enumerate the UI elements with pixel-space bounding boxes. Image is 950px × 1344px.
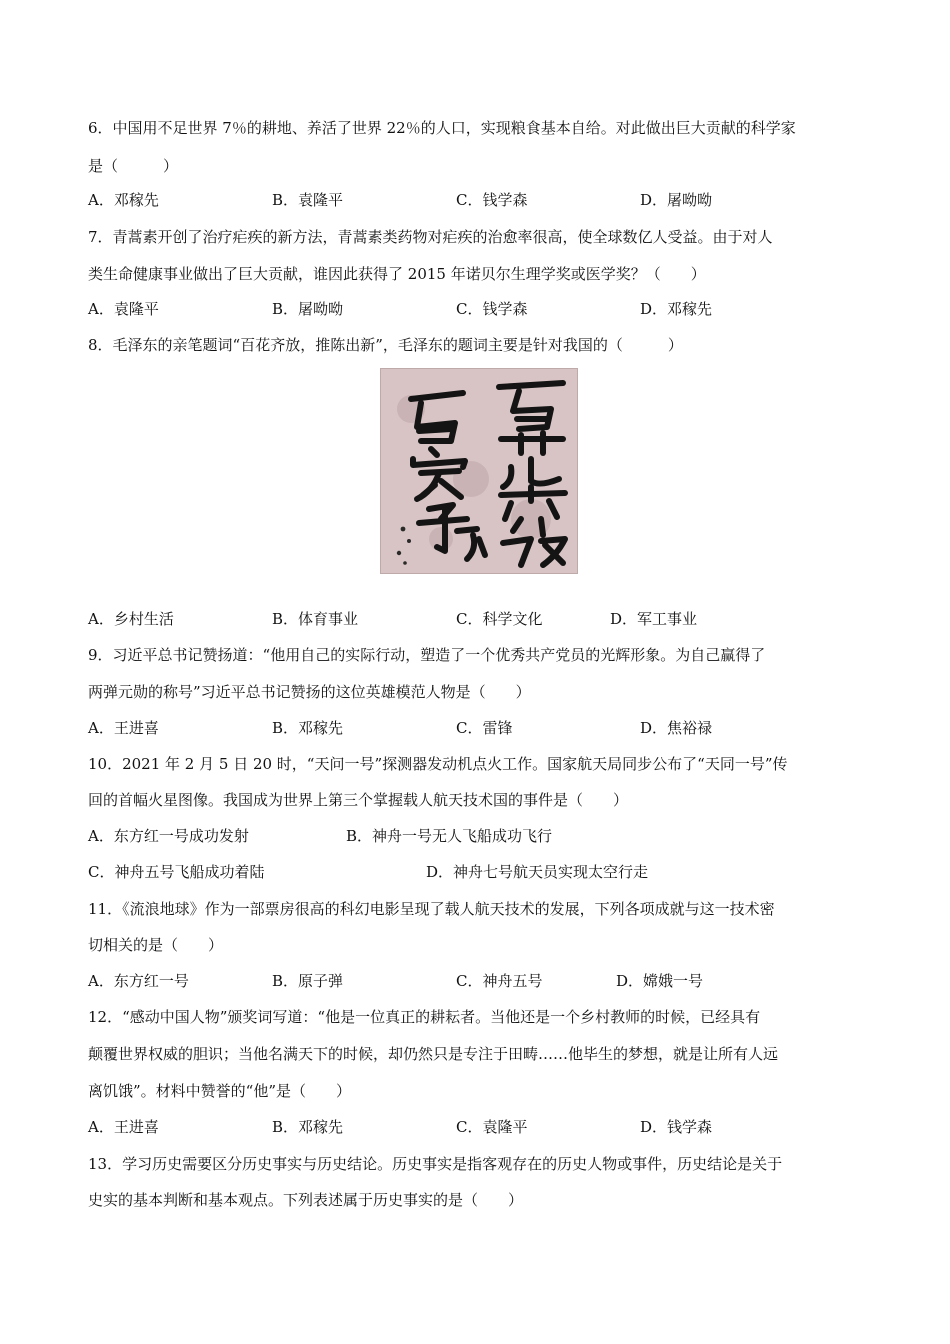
- question-11-line-2: 切相关的是（ ）: [88, 936, 224, 954]
- question-6-option-b: B．袁隆平: [272, 191, 344, 209]
- question-9-option-a: A．王进喜: [88, 719, 159, 737]
- question-9-line-1: 9．习近平总书记赞扬道：“他用自己的实际行动，塑造了一个优秀共产党员的光辉形象。为自己赢得了: [88, 646, 766, 664]
- question-11-option-a: A．东方红一号: [88, 972, 189, 990]
- question-6-option-d: D．屠呦呦: [640, 191, 713, 209]
- question-10-option-b: B．神舟一号无人飞船成功飞行: [346, 827, 553, 845]
- question-10-option-a: A．东方红一号成功发射: [88, 827, 249, 845]
- question-7-option-b: B．屠呦呦: [272, 300, 344, 318]
- question-9-line-2: 两弹元勋的称号”习近平总书记赞扬的这位英雄模范人物是（ ）: [88, 683, 531, 701]
- question-8-line-1: 8．毛泽东的亲笔题词“百花齐放，推陈出新”，毛泽东的题词主要是针对我国的（ ）: [88, 336, 683, 354]
- calligraphy-brush-strokes: [381, 369, 577, 573]
- question-11-option-b: B．原子弹: [272, 972, 344, 990]
- question-10-line-1: 10．2021 年 2 月 5 日 20 时，“天问一号”探测器发动机点火工作。国家航天局同步公布了“天同一号”传: [88, 755, 788, 773]
- calligraphy-image: [380, 368, 578, 574]
- question-6-option-c: C．钱学森: [456, 191, 528, 209]
- question-7-option-d: D．邓稼先: [640, 300, 713, 318]
- question-6-line-2: 是（ ）: [88, 157, 179, 175]
- question-11-option-d: D．嫦娥一号: [616, 972, 704, 990]
- question-6-line-1: 6．中国用不足世界 7％的耕地、养活了世界 22％的人口，实现粮食基本自给。对此做出巨大贡献的科学家: [88, 119, 796, 137]
- question-11-option-c: C．神舟五号: [456, 972, 543, 990]
- question-10-option-c: C．神舟五号飞船成功着陆: [88, 863, 265, 881]
- question-12-line-2: 颠覆世界权威的胆识；当他名满天下的时候，却仍然只是专注于田畴……他毕生的梦想，就是让所有人远: [88, 1045, 779, 1063]
- question-10-line-2: 回的首幅火星图像。我国成为世界上第三个掌握载人航天技术国的事件是（ ）: [88, 791, 629, 809]
- question-7-option-a: A．袁隆平: [88, 300, 159, 318]
- question-10-option-d: D．神舟七号航天员实现太空行走: [426, 863, 649, 881]
- question-8-option-b: B．体育事业: [272, 610, 359, 628]
- question-9-option-c: C．雷锋: [456, 719, 513, 737]
- question-12-option-d: D．钱学森: [640, 1118, 713, 1136]
- question-11-line-1: 11．《流浪地球》作为一部票房很高的科幻电影呈现了载人航天技术的发展，下列各项成就与这一技术密: [88, 900, 775, 918]
- question-8-option-d: D．军工事业: [610, 610, 698, 628]
- question-13-line-2: 史实的基本判断和基本观点。下列表述属于历史事实的是（ ）: [88, 1191, 524, 1209]
- question-13-line-1: 13．学习历史需要区分历史事实与历史结论。历史事实是指客观存在的历史人物或事件，历史结论是关于: [88, 1155, 783, 1173]
- question-7-option-c: C．钱学森: [456, 300, 528, 318]
- question-6-option-a: A．邓稼先: [88, 191, 159, 209]
- question-12-option-a: A．王进喜: [88, 1118, 159, 1136]
- question-8-option-a: A．乡村生活: [88, 610, 174, 628]
- question-9-option-b: B．邓稼先: [272, 719, 344, 737]
- question-12-line-3: 离饥饿”。材料中赞誉的“他”是（ ）: [88, 1082, 352, 1100]
- question-12-option-b: B．邓稼先: [272, 1118, 344, 1136]
- question-12-option-c: C．袁隆平: [456, 1118, 528, 1136]
- question-9-option-d: D．焦裕禄: [640, 719, 713, 737]
- question-7-line-2: 类生命健康事业做出了巨大贡献，谁因此获得了 2015 年诺贝尔生理学奖或医学奖？（ ）: [88, 265, 706, 283]
- question-12-line-1: 12．“感动中国人物”颁奖词写道：“他是一位真正的耕耘者。当他还是一个乡村教师的时候，已经具有: [88, 1008, 761, 1026]
- question-8-option-c: C．科学文化: [456, 610, 543, 628]
- question-7-line-1: 7．青蒿素开创了治疗疟疾的新方法，青蒿素类药物对疟疾的治愈率很高，使全球数亿人受益。由于对人: [88, 228, 773, 246]
